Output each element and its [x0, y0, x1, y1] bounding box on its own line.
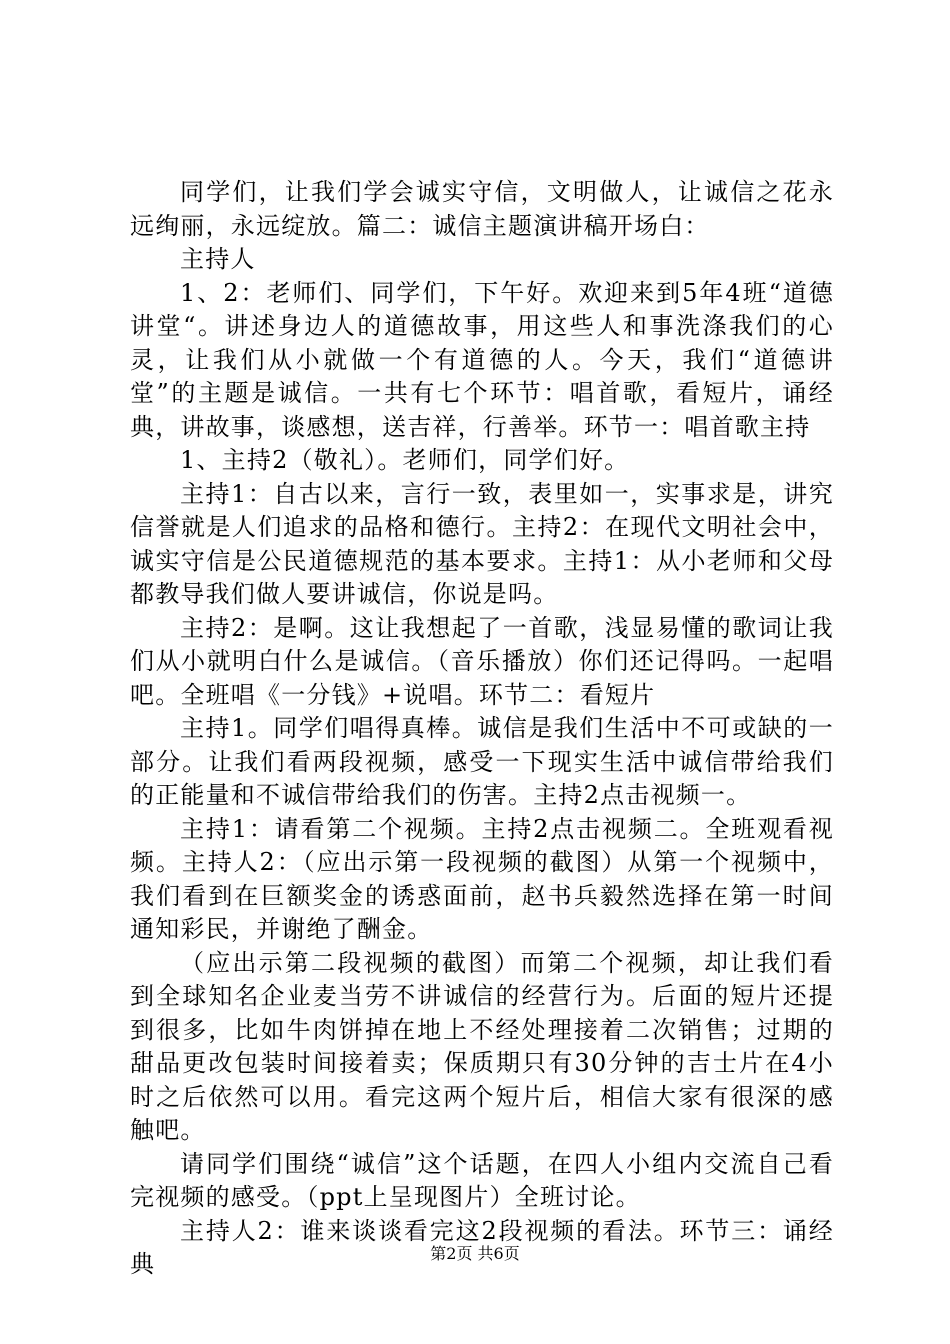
paragraph-6: 主持2：是啊。这让我想起了一首歌，浅显易懂的歌词让我们从小就明白什么是诚信。（音乐播放）你们还记得吗。一起唱吧。全班唱《一分钱》+说唱。环节二：看短片	[130, 613, 834, 709]
paragraph-4: 1、主持2（敬礼）。老师们，同学们好。	[180, 446, 630, 474]
document-body	[130, 176, 834, 1282]
paragraph-9: （应出示第二段视频的截图）而第二个视频，却让我们看到全球知名企业麦当劳不讲诚信的经营行为。后面的短片还提到很多，比如牛肉饼掉在地上不经处理接着二次销售；过期的甜品更改包装时间接着卖；保质期只有30分钟的吉士片在4小时之后依然可以用。看完这两个短片后，相信大家有很深的感触吧。	[130, 948, 834, 1144]
paragraph-10: 请同学们围绕“诚信”这个话题，在四人小组内交流自己看完视频的感受。（ppt上呈现图片）全班讨论。	[130, 1149, 834, 1211]
paragraph-7: 主持1。同学们唱得真棒。诚信是我们生活中不可或缺的一部分。让我们看两段视频，感受一下现实生活中诚信带给我们的正能量和不诚信带给我们的伤害。主持2点击视频一。	[130, 714, 834, 809]
paragraph-1: 同学们，让我们学会诚实守信，文明做人，让诚信之花永远绚丽，永远绽放。篇二：诚信主题演讲稿开场白：	[130, 178, 834, 240]
paragraph-8: 主持1：请看第二个视频。主持2点击视频二。全班观看视频。主持人2：（应出示第一段视频的截图）从第一个视频中，我们看到在巨额奖金的诱惑面前，赵书兵毅然选择在第一时间通知彩民，并谢绝了酬金。	[130, 814, 834, 943]
paragraph-5: 主持1：自古以来，言行一致，表里如一，实事求是，讲究信誉就是人们追求的品格和德行。主持2：在现代文明社会中，诚实守信是公民道德规范的基本要求。主持1：从小老师和父母都教导我们做人要讲诚信，你说是吗。	[130, 479, 834, 608]
paragraph-11: 主持人2：谁来谈谈看完这2段视频的看法。环节三：诵经典	[130, 1216, 834, 1278]
paragraph-2: 主持人	[180, 245, 256, 273]
page-footer: 第2页 共6页	[430, 1244, 520, 1263]
paragraph-3: 1、2：老师们、同学们，下午好。欢迎来到5年4班“道德讲堂“。讲述身边人的道德故事，用这些人和事洗涤我们的心灵，让我们从小就做一个有道德的人。今天，我们“道德讲堂”的主题是诚信。一共有七个环节：唱首歌，看短片，诵经典，讲故事，谈感想，送吉祥，行善举。环节一：唱首歌主持	[130, 278, 834, 441]
